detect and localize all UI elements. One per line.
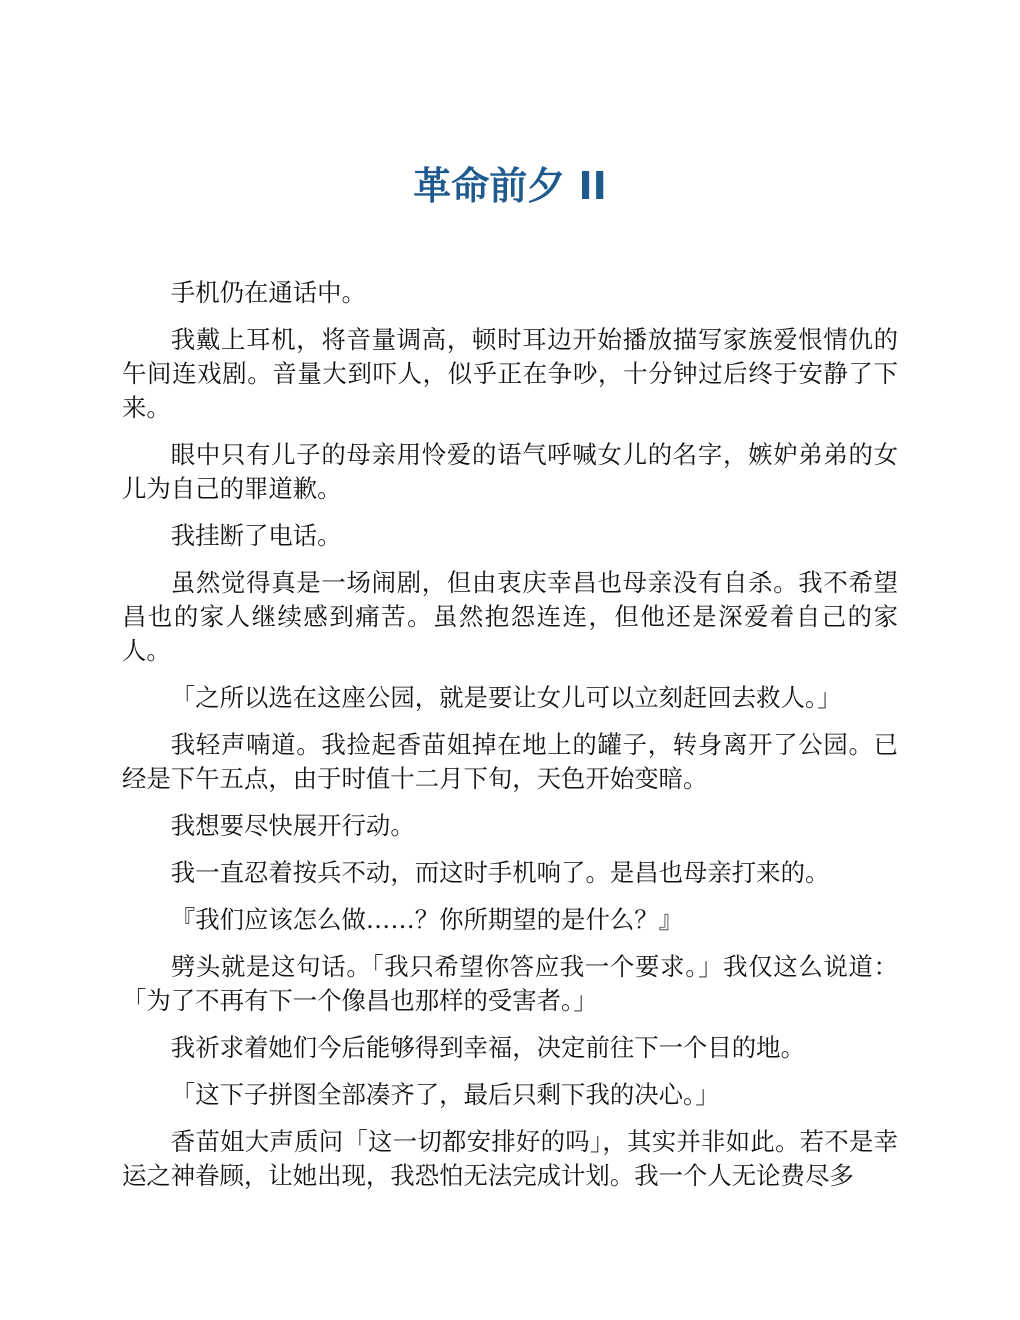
paragraph: 我轻声喃道。我捡起香苗姐掉在地上的罐子，转身离开了公园。已经是下午五点，由于时值十二月下旬，天色开始变暗。: [122, 730, 898, 793]
paragraph: 劈头就是这句话。「我只希望你答应我一个要求。」我仅这么说道：「为了不再有下一个像昌也那样的受害者。」: [122, 952, 898, 1015]
paragraph: 手机仍在通话中。: [170, 278, 366, 307]
paragraph: 眼中只有儿子的母亲用怜爱的语气呼喊女儿的名字，嫉妒弟弟的女儿为自己的罪道歉。: [122, 440, 898, 503]
paragraph: 我一直忍着按兵不动，而这时手机响了。是昌也母亲打来的。: [170, 858, 830, 887]
paragraph: 虽然觉得真是一场闹剧，但由衷庆幸昌也母亲没有自杀。我不希望昌也的家人继续感到痛苦。虽然抱怨连连，但他还是深爱着自己的家人。: [122, 568, 898, 665]
paragraph: 我祈求着她们今后能够得到幸福，决定前往下一个目的地。: [170, 1033, 805, 1062]
paragraph: 「这下子拼图全部凑齐了，最后只剩下我的决心。」: [170, 1080, 720, 1109]
paragraph: 我戴上耳机，将音量调高，顿时耳边开始播放描写家族爱恨情仇的午间连戏剧。音量大到吓人，似乎正在争吵，十分钟过后终于安静了下来。: [122, 325, 898, 422]
chapter-title: 革命前夕 II: [413, 164, 607, 208]
paragraph: 我想要尽快展开行动。: [170, 811, 415, 840]
chapter-body: [122, 276, 898, 1206]
paragraph: 香苗姐大声质问「这一切都安排好的吗」，其实并非如此。若不是幸运之神眷顾，让她出现，我恐怕无法完成计划。我一个人无论费尽多: [122, 1127, 898, 1190]
paragraph: 我挂断了电话。: [170, 521, 342, 550]
paragraph: 「之所以选在这座公园，就是要让女儿可以立刻赶回去救人。」: [170, 683, 842, 712]
paragraph: 『我们应该怎么做……？你所期望的是什么？』: [170, 905, 684, 934]
